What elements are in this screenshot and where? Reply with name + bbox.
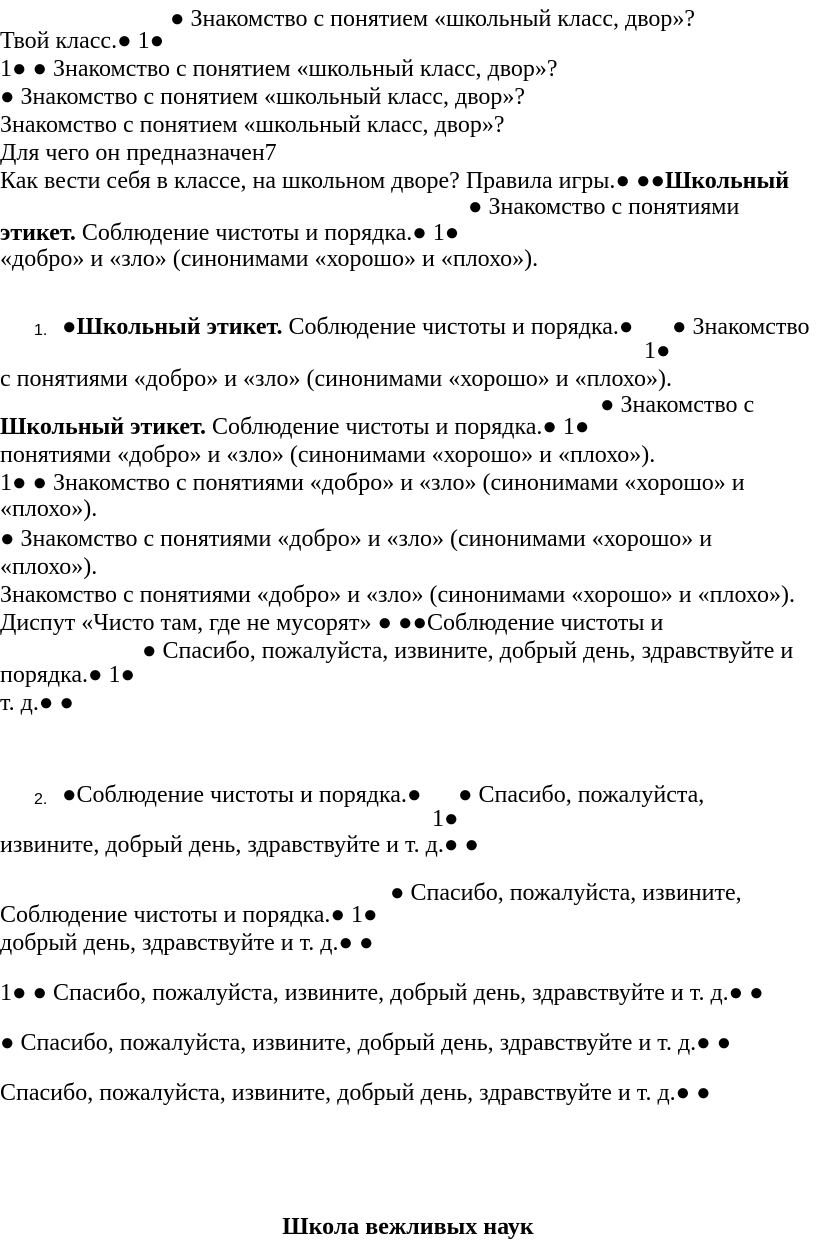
text-line: Как вести себя в классе, на школьном дворе? Правила игры.● ●●Школьный	[0, 168, 790, 194]
text-line: ● Знакомство с понятием «школьный класс, двор»?	[170, 6, 696, 32]
text-line: т. д.● ●	[0, 690, 74, 716]
text-line: ● Знакомство с понятиями «добро» и «зло» (синонимами «хорошо» и	[0, 526, 713, 552]
text-line: Спасибо, пожалуйста, извините, добрый день, здравствуйте и т. д.● ●	[0, 1080, 711, 1106]
text-line: ● Знакомство	[672, 314, 810, 340]
list-marker: 2.	[34, 791, 48, 808]
text-line: добрый день, здравствуйте и т. д.● ●	[0, 930, 374, 956]
text-line: ● Спасибо, пожалуйста, извините, добрый день, здравствуйте и т. д.● ●	[0, 1030, 732, 1056]
text-line: ● Спасибо, пожалуйста, извините, добрый день, здравствуйте и	[142, 638, 794, 664]
text-line: 1● ● Знакомство с понятием «школьный класс, двор»?	[0, 56, 558, 82]
text-line: Школьный этикет. Соблюдение чистоты и порядка.● 1●	[0, 414, 590, 440]
text-line: этикет. Соблюдение чистоты и порядка.● 1●	[0, 220, 460, 246]
text-line: Знакомство с понятием «школьный класс, двор»?	[0, 112, 505, 138]
text-line: Диспут «Чисто там, где не мусорят» ● ●●Соблюдение чистоты и	[0, 610, 664, 636]
text-line: Твой класс.● 1●	[0, 28, 165, 54]
text-line: 1● ● Знакомство с понятиями «добро» и «зло» (синонимами «хорошо» и	[0, 470, 745, 496]
text-line: «плохо»).	[0, 554, 98, 580]
text-line: 1● ● Спасибо, пожалуйста, извините, добрый день, здравствуйте и т. д.● ●	[0, 980, 764, 1006]
text-line: ● Знакомство с понятием «школьный класс, двор»?	[0, 84, 526, 110]
list-marker: 1.	[34, 322, 48, 339]
text-line: 1●	[432, 806, 459, 832]
text-line: «добро» и «зло» (синонимами «хорошо» и «плохо»).	[0, 246, 539, 272]
text-line: «плохо»).	[0, 496, 98, 522]
text-line: извините, добрый день, здравствуйте и т. д.● ●	[0, 832, 479, 858]
text-line: ● Знакомство с понятиями	[468, 194, 740, 220]
text-line: Знакомство с понятиями «добро» и «зло» (синонимами «хорошо» и «плохо»).	[0, 582, 795, 608]
text-line: 1●	[644, 338, 671, 364]
text-line: ●Школьный этикет. Соблюдение чистоты и порядка.●	[62, 314, 634, 340]
text-line: ●Соблюдение чистоты и порядка.●	[62, 782, 422, 808]
text-line: порядка.● 1●	[0, 662, 136, 688]
text-line: с понятиями «добро» и «зло» (синонимами «хорошо» и «плохо»).	[0, 366, 672, 392]
text-line: Для чего он предназначен7	[0, 140, 277, 166]
text-line: ● Спасибо, пожалуйста, извините,	[390, 880, 742, 906]
text-line: ● Спасибо, пожалуйста,	[458, 782, 705, 808]
text-line: ● Знакомство с	[600, 392, 755, 418]
text-line: понятиями «добро» и «зло» (синонимами «хорошо» и «плохо»).	[0, 442, 656, 468]
section-title: Школа вежливых наук	[282, 1214, 534, 1240]
text-line: Соблюдение чистоты и порядка.● 1●	[0, 902, 378, 928]
